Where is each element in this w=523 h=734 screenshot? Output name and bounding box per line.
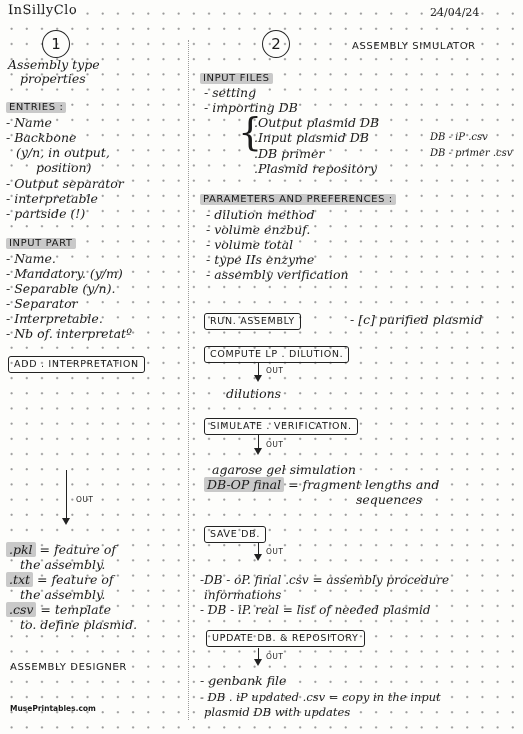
db-list-item: .Input plasmid DB [254,130,369,145]
output-txt-desc: = feature of [33,572,114,587]
page-date: 24/04/24 [430,6,480,19]
flow-arrow-line [258,435,259,449]
save-db-button[interactable]: SAVE DB. [204,526,266,543]
entry-item: - Backbone [6,130,77,145]
updated-output-line-1: - DB . iP updated .csv = copy in the input [200,690,441,704]
save-output-real-desc: = list of needed plasmid [278,603,431,617]
db-op-final-text: = fragment lengths and [284,477,440,492]
section-number-1-text: 1 [51,35,61,53]
out-label: OUT [266,440,284,449]
entries-heading [6,101,66,115]
flow-arrow-head [254,554,262,561]
save-output-final-desc-2: informations [204,588,282,602]
input-files-item: - importing DB [204,100,298,115]
left-flow-arrow-line [66,470,67,518]
output-csv-desc-2: to. define plasmid. [20,617,138,632]
db-list-item: .DB primer [254,146,325,161]
save-output-final-desc: = assembly procedure [308,573,450,587]
db-op-final-prefix: DB-OP final [204,477,284,492]
input-part-item: - Mandatory. (y/m) [6,266,123,281]
output-txt-desc-2: the assembly. [20,587,106,602]
entry-item: - Name [6,115,52,130]
entry-item: (y/n, in output, [16,145,110,160]
save-output-final [200,573,449,587]
output-csv-desc: = template [36,602,112,617]
parameter-item: - volume enzbuf. [206,222,311,237]
run-assembly-note: - [c] purified plasmid [350,312,483,327]
simulate-verification-button[interactable]: SIMULATE . VERIFICATION. [204,418,358,435]
entry-item: - partside (!) [6,206,86,221]
parameter-item: - volume total [206,237,294,252]
brand-title: InSillyClo [8,3,78,18]
dilutions-output: dilutions [226,386,282,401]
flow-arrow-head [254,375,262,382]
output-pkl-desc-2: the assembly. [20,557,106,572]
entry-item: - Output separator [6,176,124,191]
save-output-real [200,603,431,617]
input-part-item: - Interpretable. [6,311,103,326]
entry-item: position) [36,160,92,175]
input-part-heading-text: INPUT PART [6,238,76,249]
flow-arrow-line [258,362,259,376]
compute-dilution-button[interactable]: COMPUTE LP . DILUTION. [204,346,349,363]
watermark: MusePrintables.com [10,704,96,713]
updated-output-line-2: plasmid DB with updates [204,705,351,719]
genbank-output: - genbank file [200,673,287,688]
input-part-item: - Name. [6,251,56,266]
add-interpretation-button[interactable]: ADD . INTERPRETATION [8,356,145,373]
section-number-2-text: 2 [271,35,281,53]
output-txt [6,573,114,587]
column-divider [188,40,189,720]
output-csv [6,603,111,617]
input-files-item: - setting [204,85,257,100]
section-number-1 [42,30,70,58]
db-primer-csv-label: DB - primer .csv [430,148,513,159]
db-op-final-output [204,478,439,492]
output-txt-ext: .txt [6,572,33,587]
flow-arrow-head [254,448,262,455]
parameters-heading [200,193,396,207]
assembly-simulator-title: ASSEMBLY SIMULATOR [352,41,476,52]
db-list-item: .Output plasmid DB [254,115,380,130]
left-title-line-2: properties [20,71,86,86]
output-csv-ext: .csv [6,602,36,617]
out-label: OUT [266,366,284,375]
run-assembly-button[interactable]: RUN. ASSEMBLY [204,313,301,330]
out-label: OUT [266,547,284,556]
parameter-item: - assembly verification [206,267,349,282]
input-part-item: - Nb of. interpretatº [6,326,132,341]
assembly-designer-title: ASSEMBLY DESIGNER [10,662,127,673]
left-flow-arrow-head [62,518,70,525]
section-number-2 [262,30,290,58]
input-files-heading-text: INPUT FILES [200,73,273,84]
output-pkl-desc: = feature of [35,542,117,557]
flow-arrow-head [254,659,262,666]
input-part-heading [6,237,76,251]
db-op-final-text-2: sequences [356,492,423,507]
output-pkl-ext: .pkl [6,542,36,557]
parameter-item: - dilution method [206,207,315,222]
parameters-heading-text: PARAMETERS AND PREFERENCES : [200,194,396,205]
update-db-repository-button[interactable]: UPDATE DB. & REPOSITORY [206,630,365,647]
entries-heading-text: ENTRIES : [6,102,66,113]
db-ip-csv-label: DB - iP .csv [430,132,488,143]
left-title-line-1: Assembly type [8,57,100,72]
input-part-item: - Separator [6,296,78,311]
out-label: OUT [266,652,284,661]
entry-item: - interpretable [6,191,98,206]
input-files-heading [200,72,273,86]
agarose-output: agarose gel simulation [212,462,356,477]
parameter-item: - type IIs enzyme [206,252,315,267]
output-pkl [6,543,116,557]
input-part-item: - Separable (y/n). [6,281,116,296]
left-out-label: OUT [76,495,94,504]
save-output-final-prefix: -DB - oP. final .csv [200,573,309,587]
save-output-real-prefix: - DB - iP. real [200,603,279,617]
db-list-item: .Plasmid repository [254,161,377,176]
db-list-brace: { [238,110,263,154]
